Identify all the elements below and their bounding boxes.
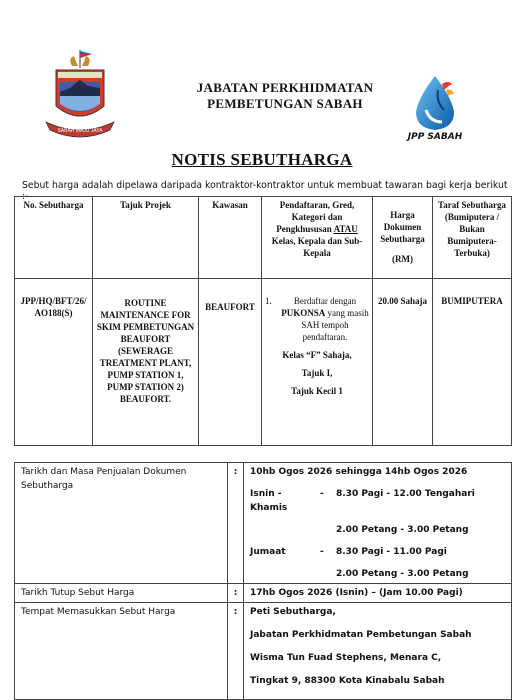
header-registration-or: ATAU — [333, 224, 358, 234]
friday-dash: - — [320, 547, 324, 557]
address-line: Tingkat 9, 88300 Kota Kinabalu Sabah — [250, 676, 445, 686]
header-status: Taraf Sebutharga (Bumiputera / Bukan Bumiputera-Terbuka) — [433, 197, 512, 279]
sale-value — [244, 463, 512, 584]
cell-price: 20.00 Sahaja — [373, 279, 433, 446]
cell-quotation-no: JPP/HQ/BFT/26/ AO188(S) — [15, 279, 93, 446]
header-registration — [262, 197, 373, 279]
header-no: No. Sebutharga — [15, 197, 93, 279]
jpp-sabah-logo — [402, 72, 468, 144]
header-registration-pre: Pendaftaran, Gred, Kategori dan Pengkhususan — [276, 200, 355, 234]
colon: : — [228, 603, 244, 700]
jpp-logo-text: JPP SABAH — [407, 132, 463, 142]
sale-schedule — [250, 487, 505, 581]
department-line-1: JABATAN PERKHIDMATAN — [196, 80, 374, 95]
table-header-row — [15, 197, 512, 279]
requirement-subhead: Tajuk Kecil 1 — [291, 386, 343, 396]
address-line: Peti Sebutharga, — [250, 607, 336, 617]
sale-label: Tarikh dan Masa Penjualan Dokumen Sebutharga — [15, 463, 228, 584]
weekday-slot-2: 2.00 Petang - 3.00 Petang — [336, 525, 469, 535]
weekday-dash: - — [320, 489, 324, 499]
close-value: 17hb Ogos 2026 (Isnin) – (Jam 10.00 Pagi) — [244, 584, 512, 603]
cell-requirements — [262, 279, 373, 446]
weekday-label: Isnin - Khamis — [250, 489, 288, 513]
header-price — [373, 197, 433, 279]
cell-project-title: ROUTINE MAINTENANCE FOR SKIM PEMBETUNGAN BEAUFORT (SEWERAGE TREATMENT PLANT, PUMP STATION 1, PUMP STATION 2) BEAUFORT. — [93, 279, 199, 446]
quotation-table — [14, 196, 512, 446]
friday-slot-2: 2.00 Petang - 3.00 Petang — [336, 569, 469, 579]
requirement-post: yang masih SAH tempoh pendaftaran. — [301, 308, 369, 342]
department-line-2: PEMBETUNGAN SABAH — [207, 96, 363, 111]
address-line: Jabatan Perkhidmatan Pembetungan Sabah — [250, 630, 472, 640]
colon: : — [228, 584, 244, 603]
notice-title: NOTIS SEBUTHARGA — [171, 150, 353, 169]
close-row — [15, 584, 512, 603]
header-price-label: Harga Dokumen Sebutharga — [380, 210, 425, 244]
cell-area: BEAUFORT — [199, 279, 262, 446]
header-project: Tajuk Projek — [93, 197, 199, 279]
close-label: Tarikh Tutup Sebut Harga — [15, 584, 228, 603]
requirement-head: Tajuk I, — [301, 368, 333, 378]
friday-label: Jumaat — [250, 547, 286, 557]
header-area: Kawasan — [199, 197, 262, 279]
table-row — [15, 279, 512, 446]
intro-text: Sebut harga adalah dipelawa daripada kontraktor-kontraktor untuk membuat tawaran bagi kerja berikut :- — [22, 180, 508, 202]
sabah-crest-logo — [44, 48, 116, 140]
header-registration-post: Kelas, Kepala dan Sub-Kepala — [271, 236, 363, 258]
friday-slot-1: 8.30 Pagi - 11.00 Pagi — [336, 547, 447, 557]
requirement-body: PUKONSA — [281, 308, 326, 318]
requirement-number: 1. — [265, 296, 272, 306]
sale-row — [15, 463, 512, 584]
submit-address — [244, 603, 512, 700]
cell-status: BUMIPUTERA — [433, 279, 512, 446]
requirement-pre: Berdaftar dengan — [293, 296, 357, 306]
submit-row — [15, 603, 512, 700]
crest-icon — [44, 48, 116, 140]
requirement-class: Kelas “F” Sahaja, — [282, 350, 352, 360]
sale-dates: 10hb Ogos 2026 sehingga 14hb Ogos 2026 — [250, 467, 468, 477]
department-title — [150, 80, 420, 112]
requirement-item — [265, 295, 369, 343]
info-table — [14, 462, 512, 700]
weekday-slot-1: 8.30 Pagi - 12.00 Tengahari — [336, 489, 475, 499]
address-line: Wisma Tun Fuad Stephens, Menara C, — [250, 653, 442, 663]
header-price-unit: (RM) — [392, 254, 413, 264]
submit-label: Tempat Memasukkan Sebut Harga — [15, 603, 228, 700]
colon: : — [228, 463, 244, 584]
crest-motto: SABAH MAJU JAYA — [57, 128, 103, 134]
